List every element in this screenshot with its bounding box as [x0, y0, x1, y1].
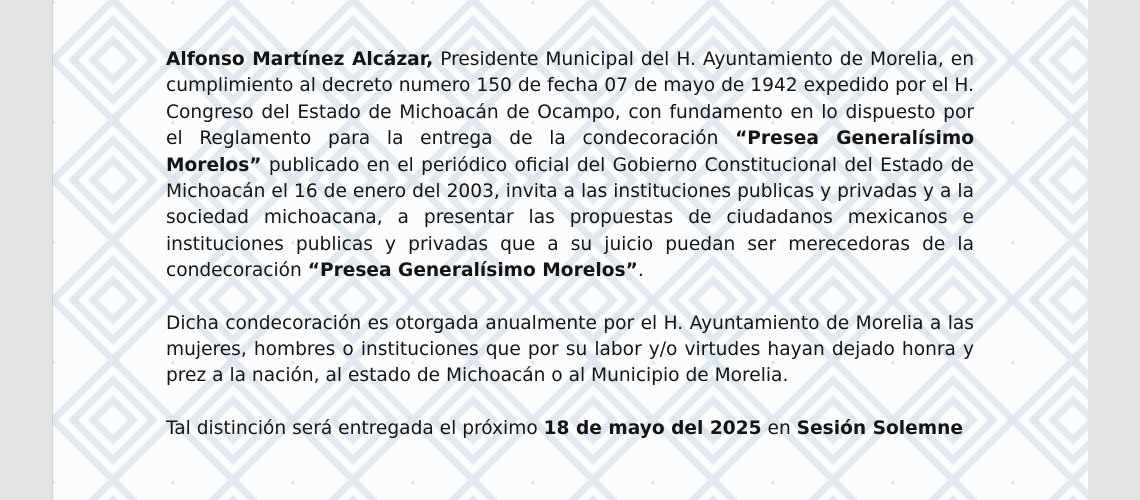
ceremony-date: 18 de mayo del 2025: [543, 417, 762, 439]
document-page: [53, 0, 1088, 500]
paragraph-gap: [166, 285, 974, 311]
paragraph-text: Dicha condecoración es otorgada anualmente por el H. Ayuntamiento de Morelia a las mujeres, hombres o instituciones que por su labor y/o virtudes hayan dejado honra y prez a la nación, al estado de Michoacán o al Municipio de Morelia.: [166, 312, 974, 387]
award-name: “Presea Generalísimo Morelos”: [307, 260, 638, 282]
paragraph-text: Tal distinción será entregada el próximo: [166, 417, 544, 439]
document-body: [166, 47, 974, 442]
left-margin-bar: [0, 0, 53, 500]
paragraph-ceremony: [166, 416, 974, 442]
ceremony-type: Sesión Solemne: [796, 417, 963, 439]
right-margin-bar: [1087, 0, 1140, 500]
paragraph-text: .: [637, 260, 644, 282]
paragraph-convocation: [166, 47, 974, 285]
paragraph-text: en: [761, 417, 797, 439]
award-name: “Presea Generalísimo Morelos”: [166, 128, 974, 176]
paragraph-text: Presidente Municipal del H. Ayuntamiento de Morelia, en cumplimiento al decreto numero 150 de fecha 07 de mayo de 1942 expedido por el H. Congreso del Estado de Michoacán de Ocampo, con fundamento en lo dispuesto por el Reglamento para la entrega de la condecoración: [166, 49, 974, 150]
issuer-name: Alfonso Martínez Alcázar,: [166, 49, 434, 70]
paragraph-gap: [166, 390, 974, 416]
paragraph-description: [166, 311, 974, 390]
paragraph-text: publicado en el periódico oficial del Gobierno Constitucional del Estado de Michoacán el 16 de enero del 2003, invita a las instituciones publicas y privadas y a la sociedad michoacana, a presentar las propuestas de ciudadanos mexicanos e instituciones publicas y privadas que a su juicio puedan ser merecedoras de la condecoración: [166, 154, 974, 282]
